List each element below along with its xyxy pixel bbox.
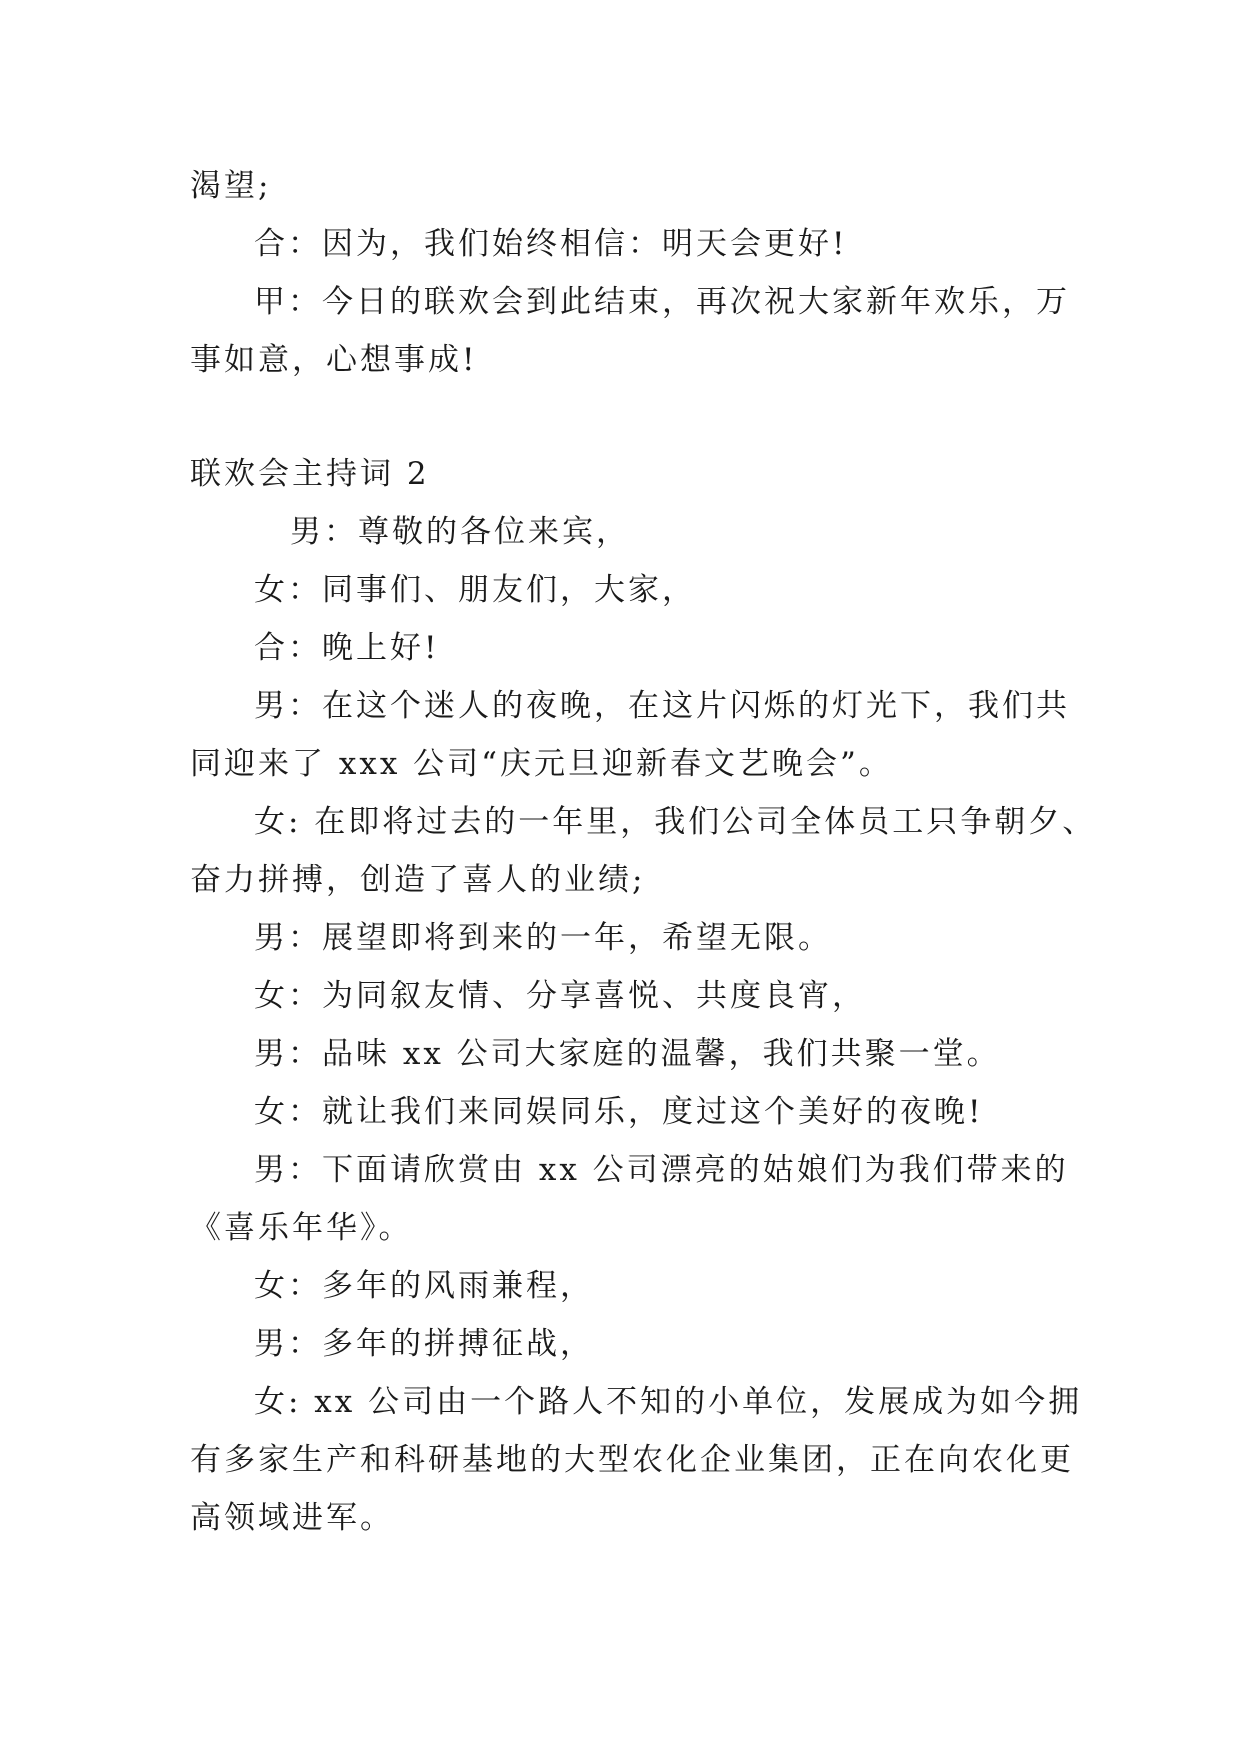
text-line: 男：品味 xx 公司大家庭的温馨，我们共聚一堂。 [254,1036,1001,1072]
text-line: 男：尊敬的各位来宾， [290,514,630,550]
text-line: 女：同事们、朋友们，大家， [254,572,696,608]
text-line: 男：下面请欣赏由 xx 公司漂亮的姑娘们为我们带来的 [254,1152,1069,1188]
text-line: 同迎来了 xxx 公司“庆元旦迎新春文艺晚会”。 [190,746,893,782]
text-line: 渴望; [190,168,272,204]
text-line: 甲：今日的联欢会到此结束，再次祝大家新年欢乐，万 [254,284,1070,320]
text-line: 有多家生产和科研基地的大型农化企业集团，正在向农化更 [190,1442,1074,1478]
text-line: 高领域进军。 [190,1500,394,1536]
text-line: 男：展望即将到来的一年，希望无限。 [254,920,832,956]
section-heading: 联欢会主持词 2 [190,456,430,492]
text-line: 女: xx 公司由一个路人不知的小单位，发展成为如今拥 [254,1384,1083,1420]
text-line: 合：晚上好! [254,630,440,666]
text-line: 女：多年的风雨兼程， [254,1268,594,1304]
text-line: 奋力拼搏，创造了喜人的业绩; [190,862,646,898]
text-line: 事如意，心想事成! [190,342,478,378]
text-line: 女：为同叙友情、分享喜悦、共度良宵， [254,978,866,1014]
text-line: 男：多年的拼搏征战， [254,1326,594,1362]
text-line: 合：因为，我们始终相信：明天会更好! [254,226,848,262]
text-line: 女: 在即将过去的一年里，我们公司全体员工只争朝夕、 [254,804,1097,840]
text-line: 男：在这个迷人的夜晚，在这片闪烁的灯光下，我们共 [254,688,1070,724]
text-line: 《喜乐年华》。 [190,1210,413,1246]
text-line: 女：就让我们来同娱同乐，度过这个美好的夜晚! [254,1094,984,1130]
